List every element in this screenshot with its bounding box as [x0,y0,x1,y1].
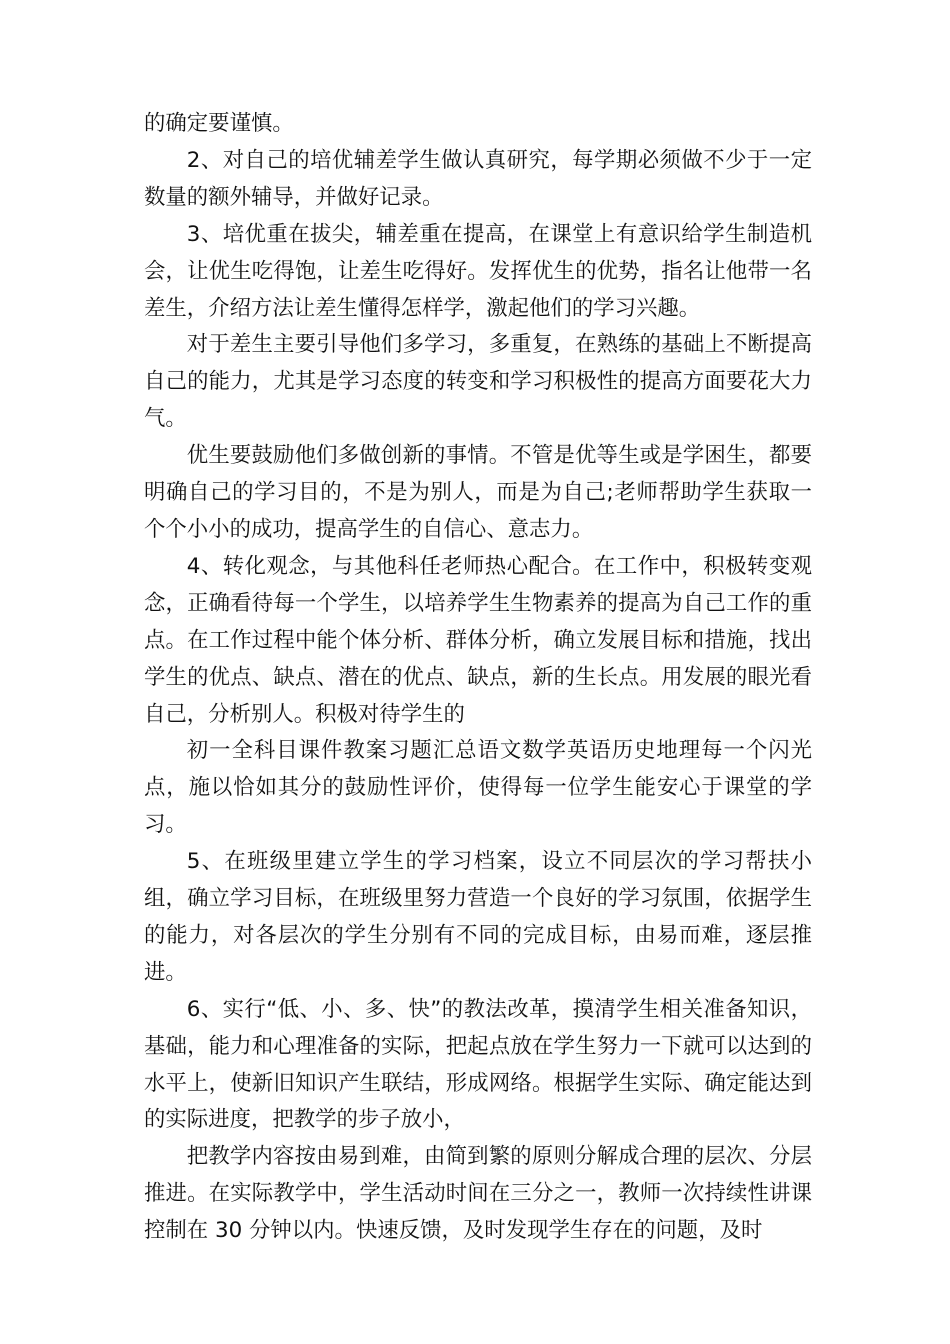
paragraph-item-5: 5、在班级里建立学生的学习档案，设立不同层次的学习帮扶小组，确立学习目标，在班级里努力营造一个良好的学习氛围，依据学生的能力，对各层次的学生分别有不同的完成目标，由易而难，逐层推进。 [144,849,812,985]
paragraph-item-3: 3、培优重在拔尖，辅差重在提高，在课堂上有意识给学生制造机会，让优生吃得饱，让差生吃得好。发挥优生的优势，指名让他带一名差生，介绍方法让差生懂得怎样学，激起他们的学习兴趣。 [144,221,812,321]
paragraph-teaching-content: 把教学内容按由易到难，由简到繁的原则分解成合理的层次、分层推进。在实际教学中，学生活动时间在三分之一，教师一次持续性讲课控制在 30 分钟以内。快速反馈，及时发现学生存在的问题，及时 [144,1144,812,1244]
paragraph-good-students: 优生要鼓励他们多做创新的事情。不管是优等生或是学困生，都要明确自己的学习目的，不是为别人，而是为自己;老师帮助学生获取一个个小小的成功，提高学生的自信心、意志力。 [144,443,812,542]
document-body [144,106,812,1250]
paragraph-poor-students: 对于差生主要引导他们多学习，多重复，在熟练的基础上不断提高自己的能力，尤其是学习态度的转变和学习积极性的提高方面要花大力气。 [144,332,812,432]
paragraph-highlight: 初一全科目课件教案习题汇总语文数学英语历史地理每一个闪光点，施以恰如其分的鼓励性评价，使得每一位学生能安心于课堂的学习。 [144,738,812,838]
paragraph-item-4: 4、转化观念，与其他科任老师热心配合。在工作中，积极转变观念，正确看待每一个学生，以培养学生生物素养的提高为自己工作的重点。在工作过程中能个体分析、群体分析，确立发展目标和措施，找出学生的优点、缺点、潜在的优点、缺点，新的生长点。用发展的眼光看自己，分析别人。积极对待学生的 [144,553,812,727]
paragraph-item-2: 2、对自己的培优辅差学生做认真研究，每学期必须做不少于一定数量的额外辅导，并做好记录。 [144,147,812,210]
paragraph-continuation: 的确定要谨慎。 [144,111,294,136]
paragraph-item-6: 6、实行“低、小、多、快”的教法改革，摸清学生相关准备知识，基础，能力和心理准备的实际，把起点放在学生努力一下就可以达到的水平上，使新旧知识产生联结，形成网络。根据学生实际、确定能达到的实际进度，把教学的步子放小， [144,996,812,1133]
